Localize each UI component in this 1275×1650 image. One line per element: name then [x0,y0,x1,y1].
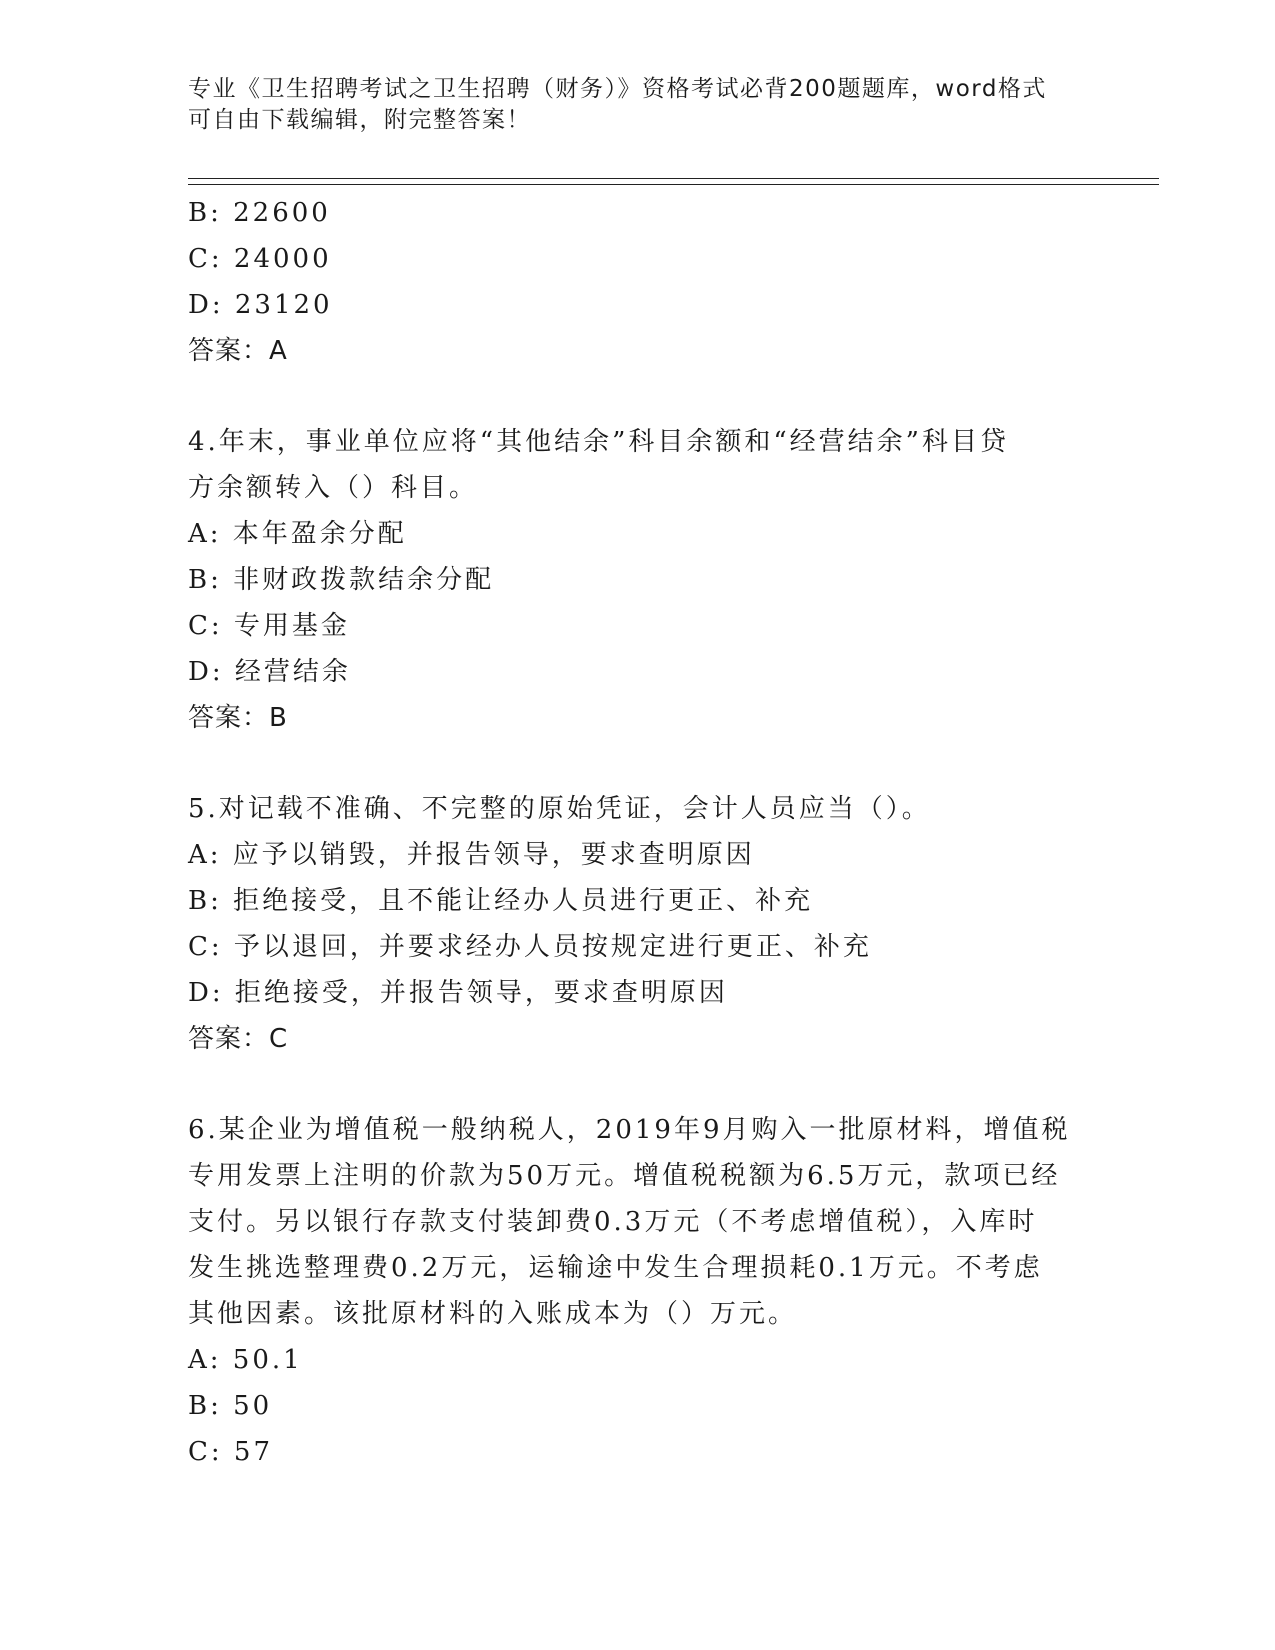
option-b: B: 拒绝接受，且不能让经办人员进行更正、补充 [188,886,814,916]
continued-question [188,190,1088,374]
question-text-line: 方余额转入（）科目。 [188,473,479,503]
answer-line: 答案：B [188,703,288,733]
option-c: C: 专用基金 [188,611,350,641]
header-title-line-1: 专业《卫生招聘考试之卫生招聘（财务）》资格考试必背200题题库，word格式 [188,76,1047,102]
option-d: D: 拒绝接受，并报告领导，要求查明原因 [188,978,728,1008]
option-b: B: 50 [188,1391,273,1421]
answer-line: 答案：C [188,1024,289,1054]
option-a: A: 50.1 [188,1345,303,1375]
option-b: B: 非财政拨款结余分配 [188,565,495,595]
option-b: B: 22600 [188,198,331,228]
question-text-line: 5.对记载不准确、不完整的原始凭证，会计人员应当（）。 [188,794,931,824]
question-5 [188,786,1088,1062]
option-d: D: 经营结余 [188,657,351,687]
option-a: A: 本年盈余分配 [188,519,407,549]
option-c: C: 57 [188,1437,274,1467]
option-c: C: 24000 [188,244,332,274]
question-6 [188,1107,1088,1475]
answer-line: 答案：A [188,336,288,366]
option-c: C: 予以退回，并要求经办人员按规定进行更正、补充 [188,932,872,962]
option-a: A: 应予以销毁，并报告领导，要求查明原因 [188,840,755,870]
option-d: D: 23120 [188,290,333,320]
question-text-line: 发生挑选整理费0.2万元，运输途中发生合理损耗0.1万元。不考虑 [188,1253,1043,1283]
question-text-line: 专用发票上注明的价款为50万元。增值税税额为6.5万元，款项已经 [188,1161,1061,1191]
document-body [188,190,1088,1475]
page-header [188,74,1088,136]
question-text-line: 支付。另以银行存款支付装卸费0.3万元（不考虑增值税），入库时 [188,1207,1038,1237]
question-4 [188,419,1088,741]
header-divider [188,178,1159,185]
question-text-line: 其他因素。该批原材料的入账成本为（）万元。 [188,1299,798,1329]
header-title-line-2: 可自由下载编辑，附完整答案！ [188,107,531,133]
question-text-line: 4.年末，事业单位应将“其他结余”科目余额和“经营结余”科目贷 [188,427,1009,457]
question-text-line: 6.某企业为增值税一般纳税人，2019年9月购入一批原材料，增值税 [188,1115,1071,1145]
